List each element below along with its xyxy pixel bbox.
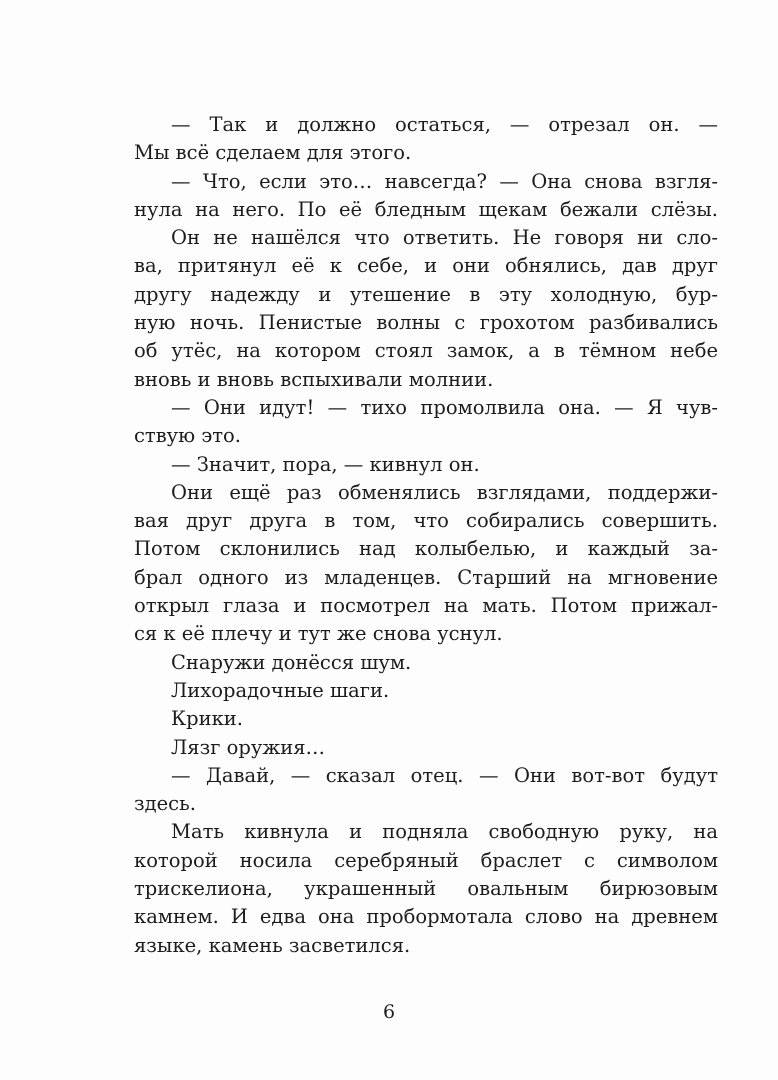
text-line: Лихорадочные шаги. [171, 678, 390, 702]
text-line: языке, камень засветился. [134, 933, 411, 957]
text-line: нула на него. По её бледным щекам бежали слёзы. [134, 197, 718, 221]
page-number: 6 [382, 1001, 396, 1023]
text-line: — Они идут! — тихо промолвила она. — Я чув- [171, 395, 718, 419]
text-line: — Так и должно остаться, — отрезал он. — [171, 113, 718, 136]
page-text [134, 111, 718, 960]
text-line: об утёс, на котором стоял замок, а в тёмном небе [134, 339, 718, 363]
text-line: Крики. [171, 707, 243, 731]
text-line: камнем. И едва она пробормотала слово на древнем [134, 905, 718, 929]
text-line: ную ночь. Пенистые волны с грохотом разбивались [134, 311, 718, 335]
text-line: вая друг друга в том, что собирались совершить. [134, 509, 718, 533]
text-line: Они ещё раз обменялись взглядами, поддержи- [171, 480, 718, 504]
text-line: брал одного из младенцев. Старший на мгновение [134, 565, 718, 589]
text-line: ва, притянул её к себе, и они обнялись, дав друг [134, 254, 718, 278]
text-line: Лязг оружия… [171, 735, 326, 759]
text-line: Снаружи донёсся шум. [171, 650, 412, 674]
text-line: другу надежду и утешение в эту холодную, бур- [134, 282, 718, 306]
text-line: Мы всё сделаем для этого. [134, 141, 412, 165]
text-line: — Значит, пора, — кивнул он. [171, 452, 480, 476]
text-line: — Что, если это… навсегда? — Она снова взгля- [171, 169, 718, 193]
text-line: ся к её плечу и тут же снова уснул. [134, 622, 503, 646]
text-line: открыл глаза и посмотрел на мать. Потом прижал- [134, 594, 718, 618]
text-line: Потом склонились над колыбелью, и каждый за- [134, 537, 718, 561]
text-line: ствую это. [134, 424, 241, 448]
text-line: вновь и вновь вспыхивали молнии. [134, 367, 494, 391]
text-line: Он не нашёлся что ответить. Не говоря ни сло- [171, 226, 718, 250]
text-line: Мать кивнула и подняла свободную руку, на [171, 820, 718, 844]
text-line: здесь. [134, 792, 196, 816]
text-line: — Давай, — сказал отец. — Они вот-вот будут [171, 763, 718, 787]
text-line: которой носила серебряный браслет с символом [134, 848, 718, 872]
text-line: трискелиона, украшенный овальным бирюзовым [134, 877, 718, 901]
